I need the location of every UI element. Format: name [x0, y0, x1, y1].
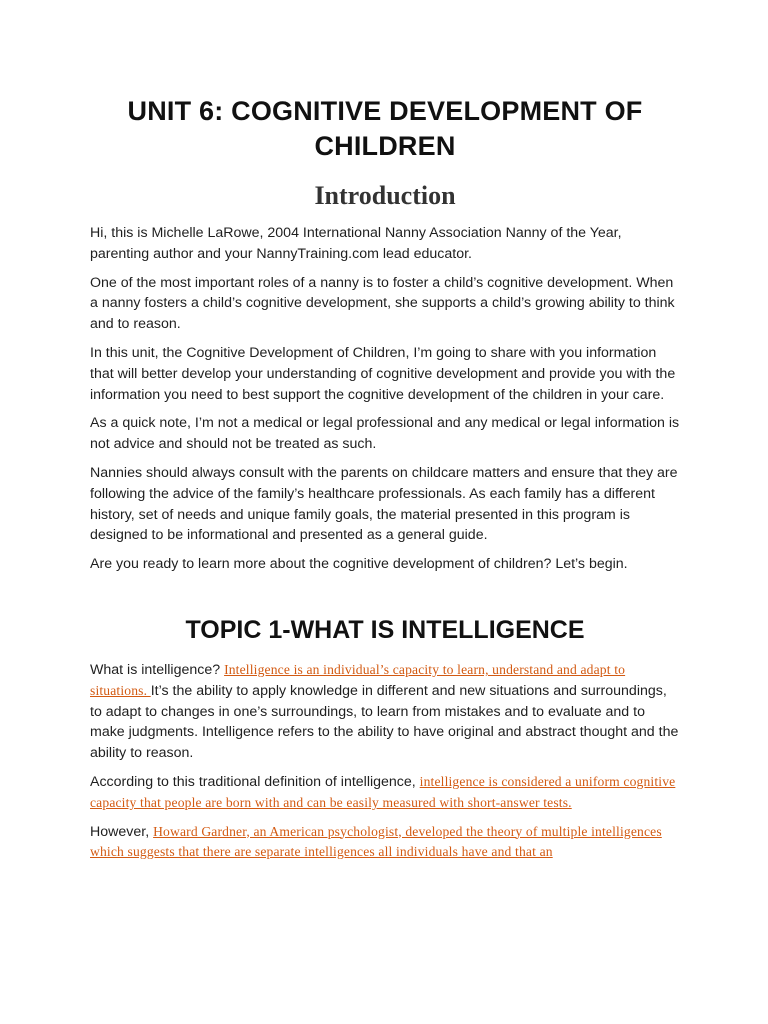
intro-paragraph: In this unit, the Cognitive Development of Children, I’m going to share with you information that will better develop your understanding of cognitive development and provide you with the information you need to best support the cognitive development of the children in your care.: [90, 344, 676, 403]
intro-paragraph: One of the most important roles of a nanny is to foster a child’s cognitive development. When a nanny fosters a child’s cognitive development, she supports a child’s growing ability to think and to reason.: [90, 274, 675, 333]
gardner-link[interactable]: Howard Gardner, an American psychologist, developed the theory of multiple intelligences which suggests that there are separate intelligences all individuals have and that an: [90, 823, 662, 860]
definition-link[interactable]: intelligence is considered a uniform cognitive capacity that people are born with and can be easily measured with short-answer tests.: [90, 773, 676, 810]
paragraph-text: However,: [90, 823, 154, 840]
paragraph-text: What is intelligence?: [90, 661, 225, 678]
topic-paragraph: [90, 772, 680, 814]
intro-paragraph: Are you ready to learn more about the cognitive development of children? Let’s begin.: [90, 556, 628, 573]
introduction-heading: Introduction: [314, 181, 456, 210]
paragraph-text: It’s the ability to apply knowledge in different and new situations and surroundings, to adapt to changes in one’s surroundings, to learn from mistakes and to evaluate and to make judgments. Intelligence refers to the ability to have original and abstract thought and the ability to reason.: [90, 682, 679, 762]
topic-paragraph: [90, 822, 680, 864]
paragraph-text: According to this traditional definition of intelligence,: [90, 773, 420, 790]
intro-paragraph: Nannies should always consult with the parents on childcare matters and ensure that they are following the advice of the family’s healthcare professionals. As each family has a different history, set of needs and unique family goals, the material presented in this program is designed to be informational and presented as a general guide.: [90, 464, 678, 544]
intro-paragraph: Hi, this is Michelle LaRowe, 2004 International Nanny Association Nanny of the Year, parenting author and your NannyTraining.com lead educator.: [90, 225, 622, 262]
definition-link[interactable]: Intelligence is an individual’s capacity to learn, understand and adapt to situations.: [90, 661, 626, 698]
unit-title: UNIT 6: COGNITIVE DEVELOPMENT OF CHILDREN: [127, 96, 643, 161]
document-page: [90, 0, 680, 863]
topic-heading: TOPIC 1-WHAT IS INTELLIGENCE: [185, 615, 585, 644]
topic-paragraph: [90, 660, 680, 764]
intro-paragraph: As a quick note, I’m not a medical or legal professional and any medical or legal information is not advice and should not be treated as such.: [90, 415, 680, 453]
